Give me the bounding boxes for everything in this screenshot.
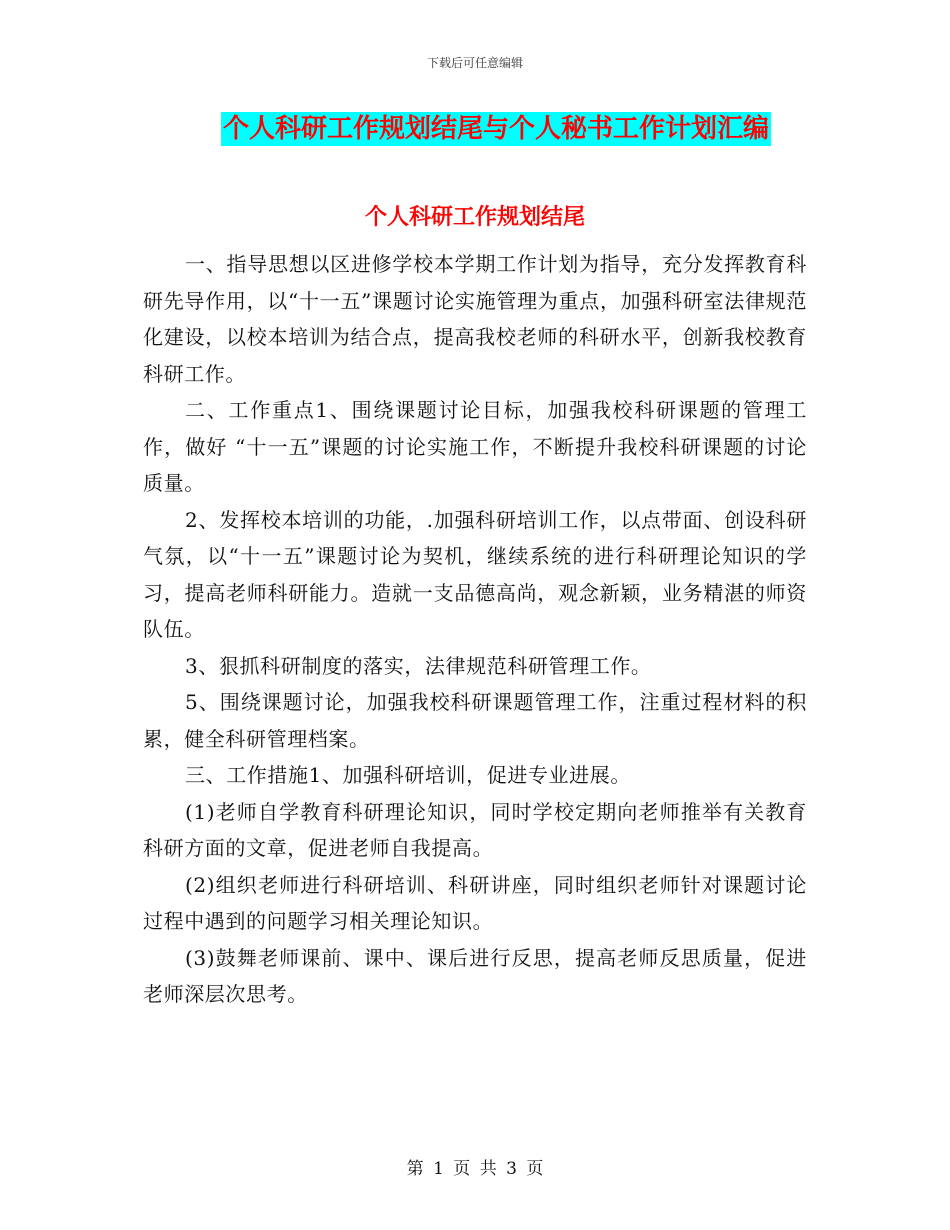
paragraph-research-system: 3、狠抓科研制度的落实，法律规范科研管理工作。	[185, 653, 652, 678]
page-number-footer: 第 1 页 共 3 页	[406, 1159, 544, 1179]
paragraph-measure-1: (1)老师自学教育科研理论知识，同时学校定期向老师推举有关教育科研方面的文章，促进老师自我提高。	[143, 799, 807, 860]
paragraph-topic-management: 5、围绕课题讨论，加强我校科研课题管理工作，注重过程材料的积累，健全科研管理档案。	[143, 690, 807, 751]
paragraph-guiding-ideology: 一、指导思想以区进修学校本学期工作计划为指导，充分发挥教育科研先导作用，以“十一五”课题讨论实施管理为重点，加强科研室法律规范化建设，以校本培训为结合点，提高我校老师的科研水平，创新我校教育科研工作。	[143, 252, 807, 386]
document-title: 个人科研工作规划结尾与个人秘书工作计划汇编	[223, 114, 770, 144]
document-body	[143, 246, 807, 1013]
paragraph-work-measures: 三、工作措施1、加强科研培训，促进专业进展。	[185, 763, 631, 787]
paragraph-measure-2: (2)组织老师进行科研培训、科研讲座，同时组织老师针对课题讨论过程中遇到的问题学习相关理论知识。	[143, 872, 807, 933]
paragraph-measure-3: (3)鼓舞老师课前、课中、课后进行反思，提高老师反思质量，促进老师深层次思考。	[143, 945, 807, 1006]
paragraph-work-focus: 二、工作重点1、围绕课题讨论目标，加强我校科研课题的管理工作，做好 “十一五”课题的讨论实施工作，不断提升我校科研课题的讨论质量。	[143, 398, 807, 495]
header-note: 下载后可任意编辑	[426, 56, 523, 70]
section-title: 个人科研工作规划结尾	[364, 205, 585, 230]
paragraph-school-training: 2、发挥校本培训的功能，.加强科研培训工作，以点带面、创设科研气氛，以“十一五”课题讨论为契机，继续系统的进行科研理论知识的学习，提高老师科研能力。造就一支品德高尚，观念新颖，业务精湛的师资队伍。	[143, 507, 807, 641]
